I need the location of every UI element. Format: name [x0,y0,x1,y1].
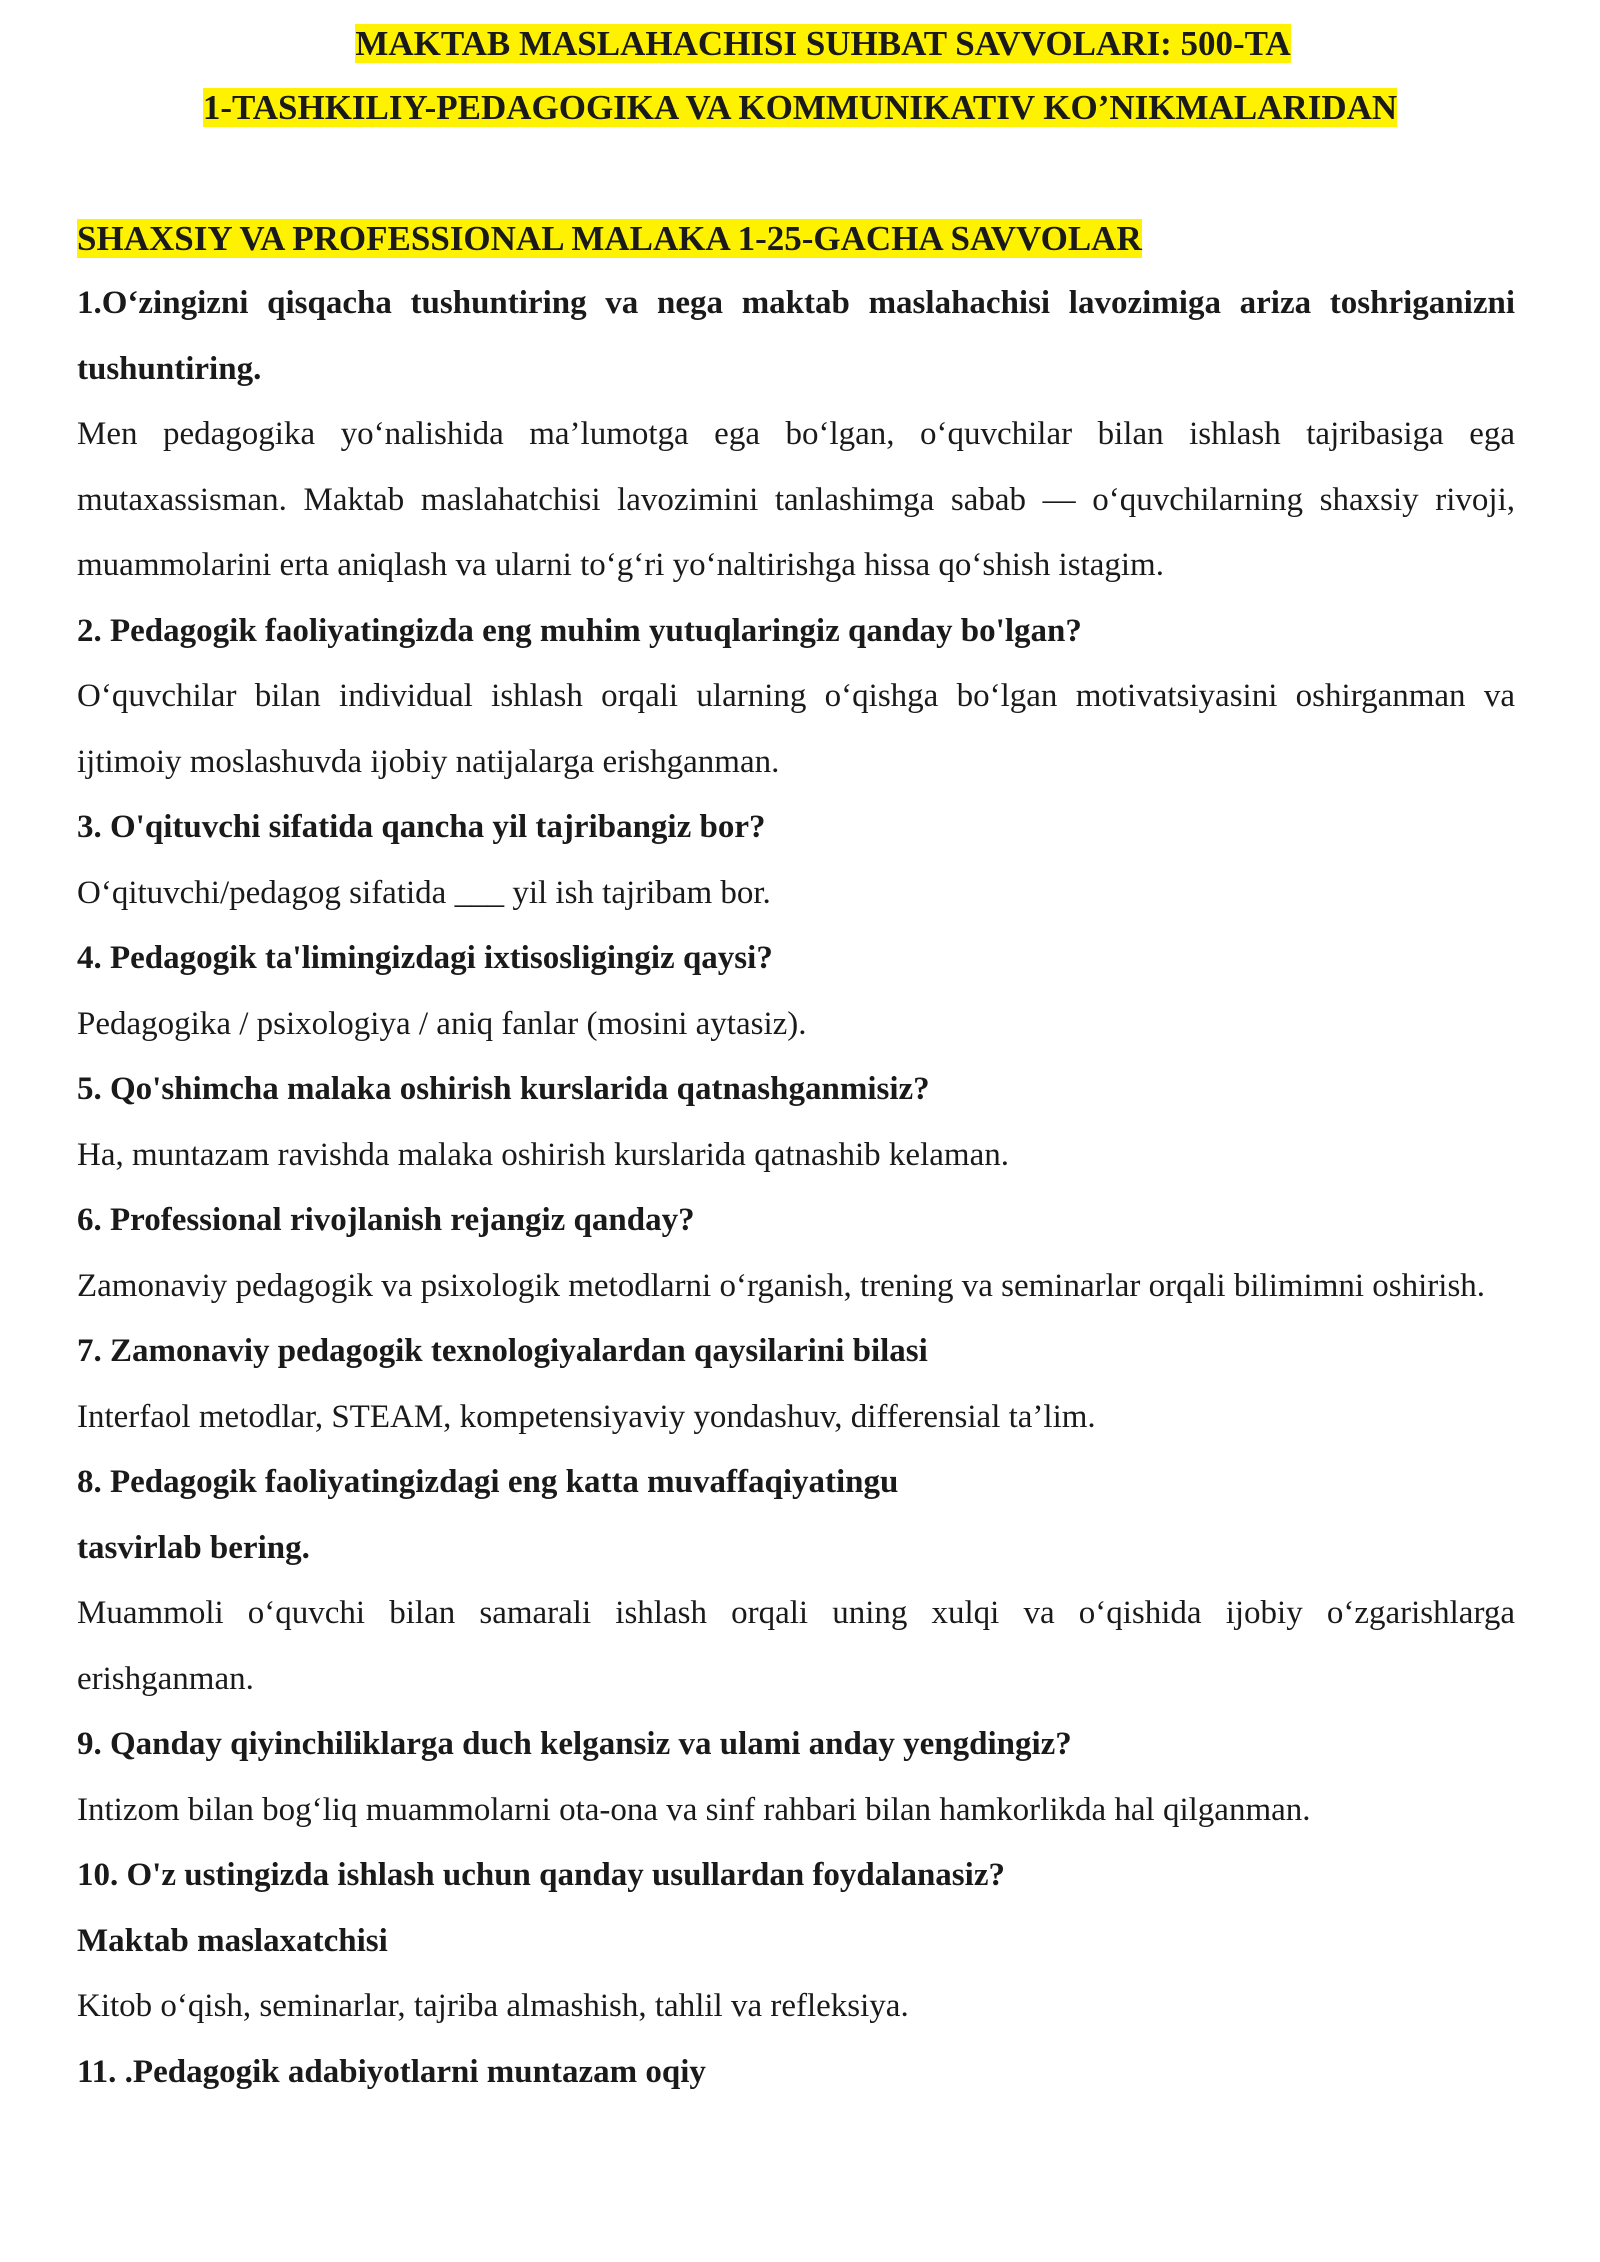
question-4: 4. Pedagogik ta'limingizdagi ixtisosligingiz qaysi? [77,940,773,976]
answer-7: Interfaol metodlar, STEAM, kompetensiyaviy yondashuv, differensial ta’lim. [77,1398,1096,1435]
answer-5: Ha, muntazam ravishda malaka oshirish kurslarida qatnashib kelaman. [77,1136,1009,1173]
qa-list [77,271,1515,2105]
question-5: 5. Qo'shimcha malaka oshirish kurslarida qatnashganmisiz? [77,1071,930,1107]
question-8-continued: tasvirlab bering. [77,1529,310,1566]
question-9: 9. Qanday qiyinchiliklarga duch kelgansiz va ulami anday yengdingiz? [77,1726,1072,1762]
answer-1: Men pedagogika yo‘nalishida ma’lumotga ega bo‘lgan, o‘quvchilar bilan ishlash tajribasiga ega mutaxassisman. Maktab maslahatchisi lavozimini tanlashimga sabab — o‘quvchilarning shaxsiy rivoji, muammolarini erta aniqlash va ularni to‘g‘ri yo‘naltirishga hissa qo‘shish istagim. [77,416,1515,583]
answer-10: Kitob o‘qish, seminarlar, tajriba almashish, tahlil va refleksiya. [77,1988,909,2024]
section-heading: SHAXSIY VA PROFESSIONAL MALAKA 1-25-GACHA SAVVOLAR [77,219,1142,258]
question-11: 11. .Pedagogik adabiyotlarni muntazam oqiy [77,2053,706,2090]
question-7: 7. Zamonaviy pedagogik texnologiyalardan qaysilarini bilasi [77,1333,928,1369]
question-10: 10. O'z ustingizda ishlash uchun qanday usullardan foydalanasiz? [77,1857,1005,1893]
answer-6: Zamonaviy pedagogik va psixologik metodlarni o‘rganish, trening va seminarlar orqali bilimimni oshirish. [77,1267,1486,1304]
answer-3: O‘qituvchi/pedagog sifatida ___ yil ish tajribam bor. [77,874,771,911]
document-title: MAKTAB MASLAHACHISI SUHBAT SAVVOLARI: 500-TA [355,24,1291,63]
question-6: 6. Professional rivojlanish rejangiz qanday? [77,1202,695,1238]
document-subtitle: 1-TASHKILIY-PEDAGOGIKA VA KOMMUNIKATIV KO’NIKMALARIDAN [202,88,1398,127]
question-2: 2. Pedagogik faoliyatingizda eng muhim yutuqlaringiz qanday bo'lgan? [77,612,1082,649]
question-8: 8. Pedagogik faoliyatingizdagi eng katta muvaffaqiyatingu [77,1464,899,1500]
question-1: 1.O‘zingizni qisqacha tushuntiring va nega maktab maslahachisi lavozimiga ariza toshriganizni tushuntiring. [77,285,1515,387]
answer-8: Muammoli o‘quvchi bilan samarali ishlash orqali uning xulqi va o‘qishida ijobiy o‘zgarishlarga erishganman. [77,1595,1515,1697]
answer-9: Intizom bilan bog‘liq muammolarni ota-ona va sinf rahbari bilan hamkorlikda hal qilganman. [77,1791,1311,1828]
question-3: 3. O'qituvchi sifatida qancha yil tajribangiz bor? [77,809,766,845]
answer-2: O‘quvchilar bilan individual ishlash orqali ularning o‘qishga bo‘lgan motivatsiyasini oshirganman va ijtimoiy moslashuvda ijobiy natijalarga erishganman. [77,678,1515,780]
question-10-note: Maktab maslaxatchisi [77,1922,388,1959]
answer-4: Pedagogika / psixologiya / aniq fanlar (mosini aytasiz). [77,1005,807,1042]
